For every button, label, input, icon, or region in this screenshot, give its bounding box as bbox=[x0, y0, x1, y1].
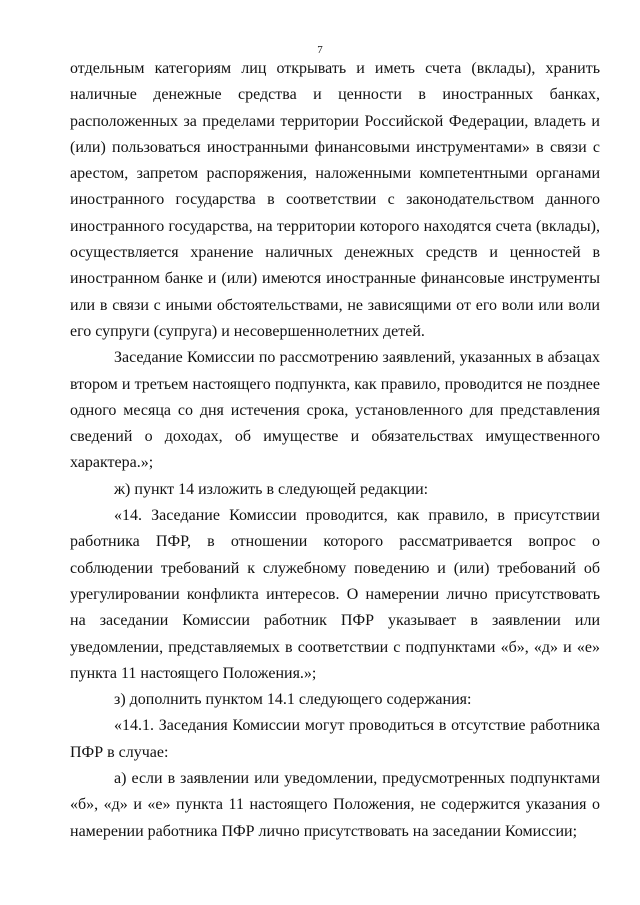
paragraph-item-zh: ж) пункт 14 изложить в следующей редакции: bbox=[114, 480, 429, 498]
paragraph-continuation: отдельным категориям лиц открывать и иметь счета (вклады), хранить наличные денежные средства и ценности в иностранных банках, расположенных за пределами территории Российской Федерации, владеть и (или) пользоваться иностранными финансовыми инструментами» в связи с арестом, запретом распоряжения, наложенными компетентными органами иностранного государства в соответствии с законодательством данного иностранного государства, на территории которого находятся счета (вклады), осуществляется хранение наличных денежных средств и ценностей в иностранном банке и (или) имеются иностранные финансовые инструменты или в связи с иными обстоятельствами, не зависящими от его воли или воли его супруги (супруга) и несовершеннолетних детей. bbox=[70, 60, 600, 340]
paragraph-clause-14: «14. Заседание Комиссии проводится, как правило, в присутствии работника ПФР, в отношении которого рассматривается вопрос о соблюдении требований к служебному поведению и (или) требований об урегулировании конфликта интересов. О намерении лично присутствовать на заседании Комиссии работник ПФР указывает в заявлении или уведомлении, представляемых в соответствии с подпунктами «б», «д» и «е» пункта 11 настоящего Положения.»; bbox=[70, 507, 600, 682]
paragraph-clause-14-1: «14.1. Заседания Комиссии могут проводиться в отсутствие работника ПФР в случае: bbox=[70, 717, 600, 761]
document-body bbox=[70, 56, 600, 845]
paragraph-commission-meeting-deadline: Заседание Комиссии по рассмотрению заявлений, указанных в абзацах втором и третьем настоящего подпункта, как правило, проводится не позднее одного месяца со дня истечения срока, установленного для представления сведений о доходах, об имуществе и обязательствах имущественного характера.»; bbox=[70, 349, 600, 472]
page-number: 7 bbox=[317, 44, 323, 56]
paragraph-subitem-a: а) если в заявлении или уведомлении, предусмотренных подпунктами «б», «д» и «е» пункта 11 настоящего Положения, не содержится указания о намерении работника ПФР лично присутствовать на заседании Комиссии; bbox=[70, 770, 600, 840]
paragraph-item-z: з) дополнить пунктом 14.1 следующего содержания: bbox=[114, 691, 472, 709]
